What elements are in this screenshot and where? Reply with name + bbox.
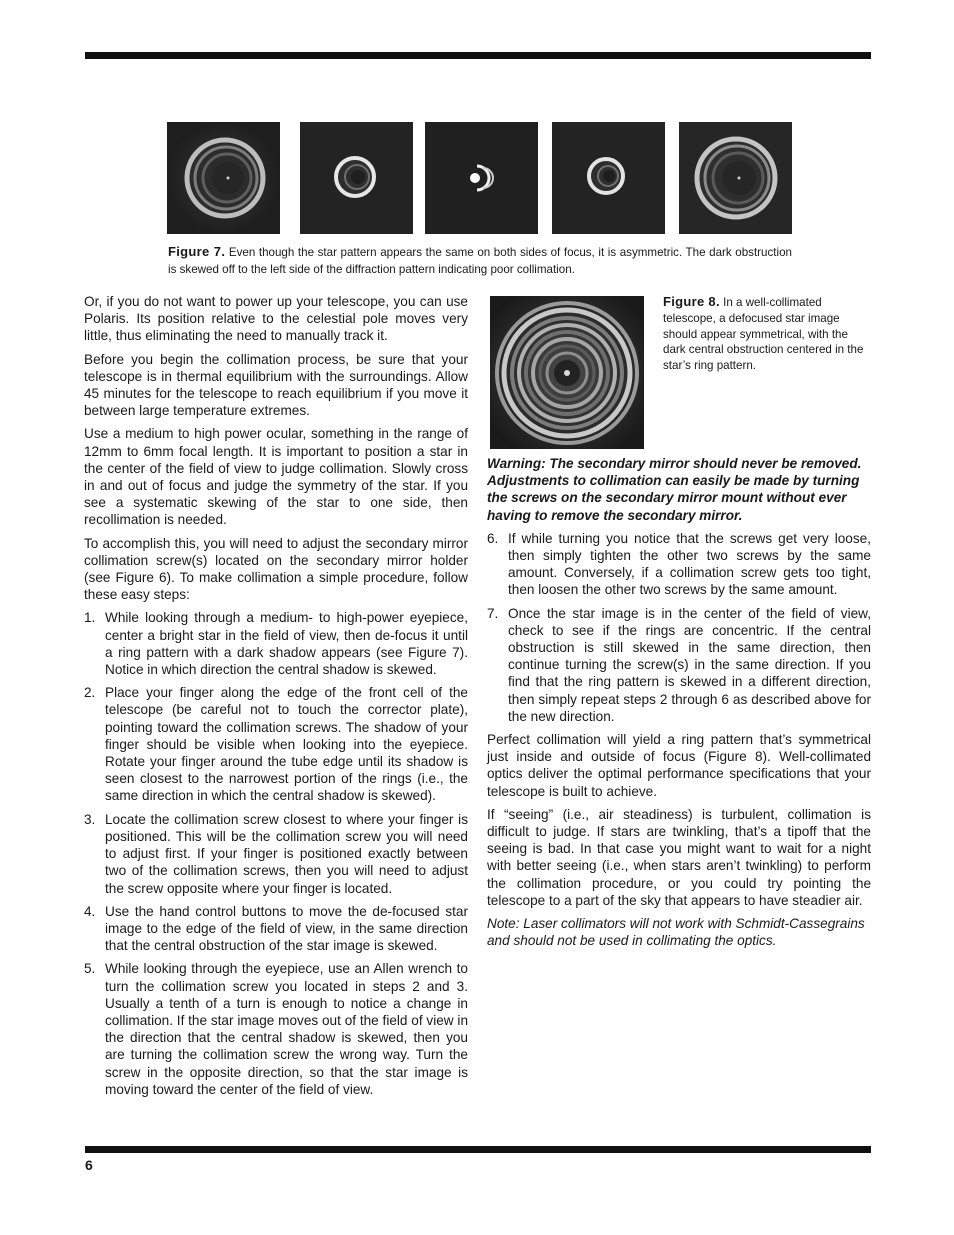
steps-list-6-7 xyxy=(487,530,871,725)
step-number: 4. xyxy=(84,903,96,919)
step-text: Use the hand control buttons to move the de-focused star image to the edge of the field of view, in the same direction that the central obstruction of the star image is skewed. xyxy=(105,903,468,954)
star-image-in-focus xyxy=(425,122,538,234)
paragraph-accomplish: To accomplish this, you will need to adjust the secondary mirror collimation screw(s) located on the secondary mirror holder (see Figure 6). To make collimation a simple procedure, follow these easy steps: xyxy=(84,535,468,603)
figure-8-caption xyxy=(663,294,869,374)
step-number: 6. xyxy=(487,530,499,546)
step-text: While looking through the eyepiece, use an Allen wrench to turn the collimation screw you located in steps 2 and 3. Usually a tenth of a turn is enough to notice a change in collimation. If the star image moves out of the field of view in the direction that the central shadow is skewed, then you are turning the collimation screw the wrong way. Turn the screw in the opposite direction, so that the star image is moving toward the center of the field of view. xyxy=(105,961,468,1097)
list-item xyxy=(84,903,468,955)
star-image-inside-focus-far xyxy=(679,122,792,234)
figure-7-images xyxy=(167,122,793,234)
list-item xyxy=(84,684,468,804)
right-column xyxy=(487,455,871,955)
step-text: Locate the collimation screw closest to where your finger is positioned. This will be the collimation screw you will need to adjust first. If your finger is positioned exactly between two of the collimation screws, then you will need to adjust the screw opposite where your finger is located. xyxy=(105,811,468,896)
list-item xyxy=(84,609,468,678)
step-text: Once the star image is in the center of the field of view, check to see if the rings are concentric. If the central obstruction is still skewed in the same direction, then continue turning the screw(s) in the same direction. If you find that the ring pattern is skewed in a different direction, then simply repeat steps 2 through 6 as described above for the new direction. xyxy=(508,605,871,724)
page-number: 6 xyxy=(85,1157,93,1173)
step-number: 3. xyxy=(84,811,96,827)
figure-7-label: Figure 7. xyxy=(168,244,226,259)
list-item xyxy=(84,811,468,897)
list-item xyxy=(487,605,871,725)
step-text: Place your finger along the edge of the front cell of the telescope (be careful not to touch the corrector plate), pointing toward the collimation screws. The shadow of your finger should be visible when looking into the eyepiece. Rotate your finger around the tube edge until its shadow is seen closest to the narrowest portion of the rings (i.e., the same direction in which the central shadow is skewed). xyxy=(105,685,468,804)
bottom-rule xyxy=(85,1146,871,1153)
paragraph-perfect-collimation: Perfect collimation will yield a ring pattern that’s symmetrical just inside and outside of focus (Figure 8). Well-collimated optics deliver the optimal performance specifications that your telescope is built to achieve. xyxy=(487,732,871,799)
step-number: 7. xyxy=(487,605,499,621)
star-image-outside-focus-far xyxy=(167,122,280,234)
step-number: 1. xyxy=(84,610,96,626)
paragraph-ocular: Use a medium to high power ocular, something in the range of 12mm to 6mm focal length. It is important to position a star in the center of the field of view to judge collimation. Slowly cross in and out of focus and judge the symmetry of the star. If you see a systematic skewing of the star to one side, then recollimation is needed. xyxy=(84,426,468,528)
steps-list-1-5 xyxy=(84,609,468,1097)
left-column xyxy=(84,293,468,1104)
figure-8-image xyxy=(490,296,644,449)
step-number: 5. xyxy=(84,961,96,977)
warning-paragraph: Warning: The secondary mirror should never be removed. Adjustments to collimation can easily be made by turning the screws on the secondary mirror mount without ever having to remove the secondary mirror. xyxy=(487,456,862,523)
star-image-outside-focus-near xyxy=(300,122,413,234)
figure-8-caption-text: In a well-collimated telescope, a defocused star image should appear symmetrical, with the dark central obstruction centered in the star’s ring pattern. xyxy=(663,296,864,373)
top-rule xyxy=(85,52,871,59)
list-item xyxy=(84,960,468,1098)
star-image-inside-focus-near xyxy=(552,122,665,234)
step-number: 2. xyxy=(84,685,96,701)
step-text: If while turning you notice that the screws get very loose, then simply tighten the other two screws by the same amount. Conversely, if a collimation screw gets too tight, then loosen the other two screws by the same amount. xyxy=(508,530,871,598)
paragraph-thermal-equilibrium: Before you begin the collimation process, be sure that your telescope is in thermal equilibrium with the surroundings. Allow 45 minutes for the telescope to reach equilibrium if you move it between large temperature extremes. xyxy=(84,351,468,419)
paragraph-seeing: If “seeing” (i.e., air steadiness) is turbulent, collimation is difficult to judge. If stars are twinkling, that’s a tipoff that the seeing is bad. In that case you might want to wait for a night with better seeing (i.e., when stars aren’t twinkling) to perform the collimation procedure, or you could try pointing the telescope to a part of the sky that appears to have steadier air. xyxy=(487,806,871,908)
figure-7-caption xyxy=(168,244,792,278)
figure-8-label: Figure 8. xyxy=(663,294,720,309)
list-item xyxy=(487,530,871,599)
figure-7-caption-text: Even though the star pattern appears the same on both sides of focus, it is asymmetric. The dark obstruction is skewed off to the left side of the diffraction pattern indicating poor collimation. xyxy=(168,246,792,276)
note-paragraph: Note: Laser collimators will not work with Schmidt-Cassegrains and should not be used in collimating the optics. xyxy=(487,916,865,949)
paragraph-polaris: Or, if you do not want to power up your telescope, you can use Polaris. Its position relative to the celestial pole moves very little, thus eliminating the need to manually track it. xyxy=(84,294,468,344)
step-text: While looking through a medium- to high-power eyepiece, center a bright star in the field of view, then de-focus it until a ring pattern with a dark shadow appears (see Figure 7). Notice in which direction the central shadow is skewed. xyxy=(105,610,468,678)
